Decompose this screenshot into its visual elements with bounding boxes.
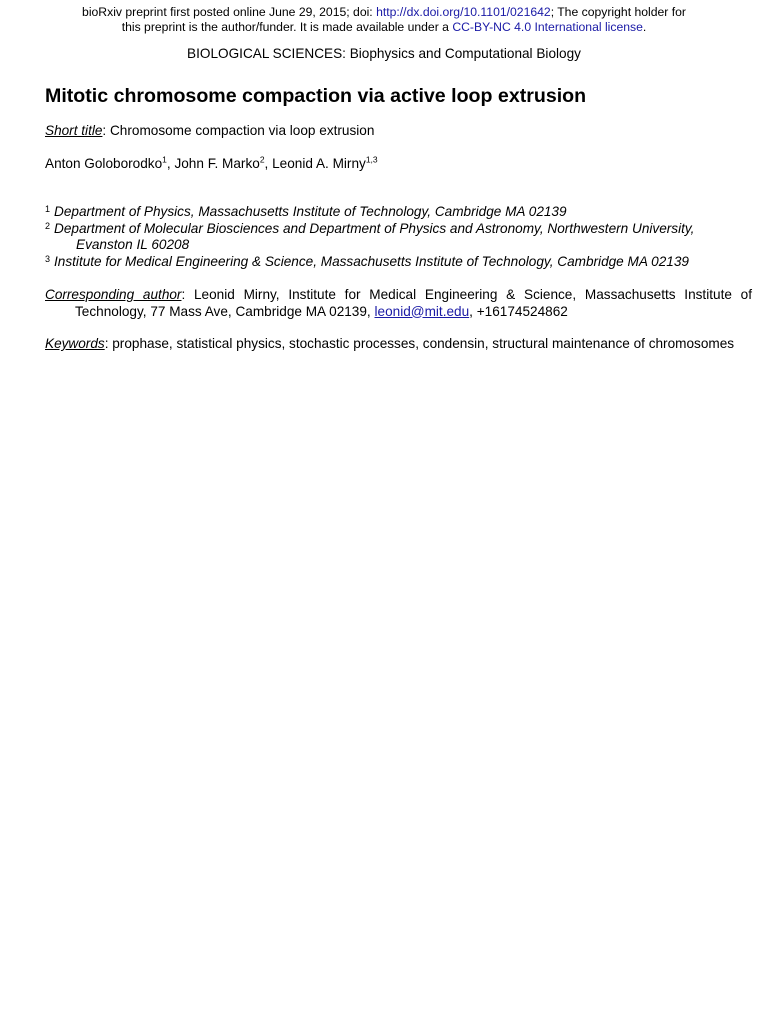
author-name: John F. Marko — [174, 156, 260, 171]
affiliation-item — [45, 221, 722, 238]
banner-text-1: bioRxiv preprint first posted online June 29, 2015; doi: — [82, 5, 377, 19]
author-affil-num: 1,3 — [365, 154, 378, 165]
short-title-label: Short title — [45, 123, 103, 138]
affiliation-list — [45, 204, 722, 270]
email-link[interactable]: leonid@mit.edu — [374, 303, 470, 319]
author-separator: , — [264, 156, 273, 171]
keywords — [45, 336, 752, 353]
affiliation-number: 3 — [45, 253, 51, 264]
corresponding-author — [45, 287, 752, 320]
banner-text-3: this preprint is the author/funder. It is made available under a — [121, 19, 453, 34]
affiliation-number: 2 — [45, 220, 51, 231]
banner-text-4: . — [642, 19, 647, 34]
paper-title: Mitotic chromosome compaction via active loop extrusion — [45, 85, 587, 107]
affiliation-item — [45, 204, 722, 221]
banner-text-2: ; The copyright holder for — [550, 5, 686, 19]
author-affil-num: 2 — [259, 154, 265, 165]
affiliation-continuation: Evanston IL 60208 — [76, 237, 190, 252]
affiliation-text: Department of Molecular Biosciences and Department of Physics and Astronomy, Northwestern University, — [54, 220, 695, 236]
corresponding-phone: , +16174524862 — [469, 303, 568, 319]
affiliation-text: Department of Physics, Massachusetts Institute of Technology, Cambridge MA 02139 — [54, 204, 567, 219]
short-title — [45, 123, 722, 140]
banner-line-1 — [0, 5, 768, 20]
affiliation-item — [45, 254, 722, 271]
author-affil-num: 1 — [162, 154, 167, 165]
preprint-banner — [0, 5, 768, 34]
doi-link[interactable]: http://dx.doi.org/10.1101/021642 — [376, 5, 551, 19]
author-list — [45, 156, 722, 173]
keywords-label: Keywords — [45, 336, 105, 351]
section-heading: BIOLOGICAL SCIENCES: Biophysics and Computational Biology — [187, 46, 581, 61]
keywords-text: : prophase, statistical physics, stochastic processes, condensin, structural maintenance of chromosomes — [104, 336, 735, 351]
affiliation-text: Institute for Medical Engineering & Science, Massachusetts Institute of Technology, Cambridge MA 02139 — [54, 253, 689, 269]
author-separator: , — [166, 156, 175, 171]
corresponding-label: Corresponding author — [45, 287, 182, 302]
author-name: Leonid A. Mirny — [272, 156, 366, 171]
license-link[interactable]: CC-BY-NC 4.0 International license — [452, 19, 643, 34]
corresponding-text: : Leonid Mirny, Institute for Medical Engineering & Science, Massachusetts Institute of Technology, 77 Mass Ave, Cambridge MA 02139, — [75, 287, 752, 319]
affiliation-number: 1 — [45, 204, 51, 214]
short-title-text: : Chromosome compaction via loop extrusion — [102, 123, 375, 138]
banner-line-2 — [0, 20, 768, 35]
author-name: Anton Goloborodko — [45, 156, 163, 171]
